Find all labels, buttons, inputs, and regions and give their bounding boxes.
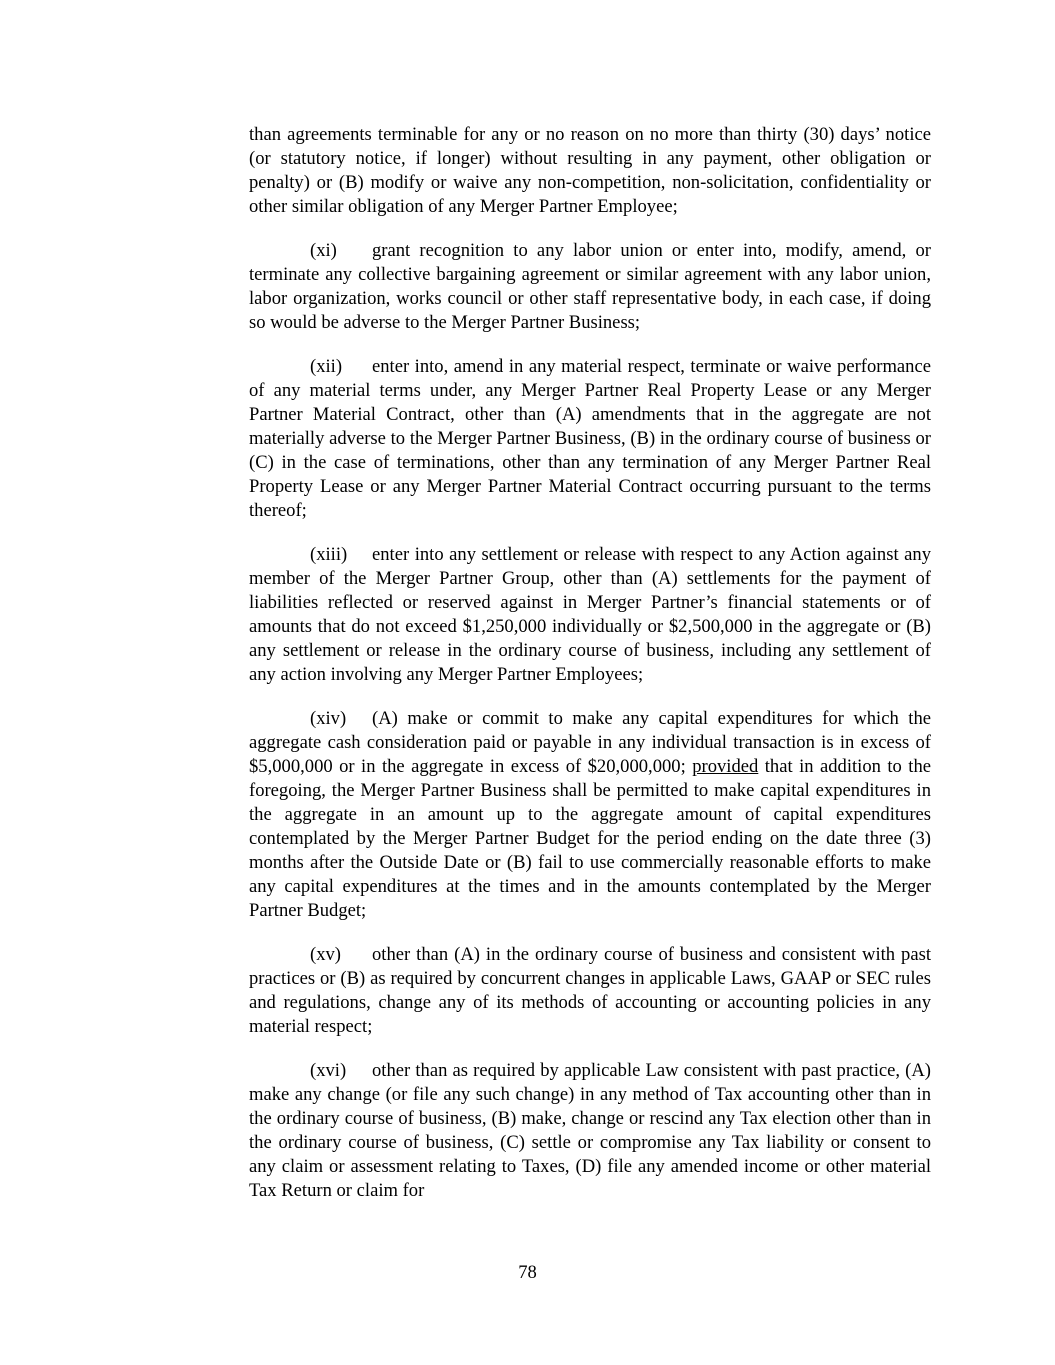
clause-text: other than (A) in the ordinary course of business and consistent with past practices or (B) as required by concurrent changes in applicable Laws, GAAP or SEC rules and regulations, change any of its methods of accounting or accounting policies in any material respect; (249, 944, 931, 1037)
clause-number: (xii) (310, 356, 343, 377)
clause-xiii (249, 543, 931, 687)
clause-text: other than as required by applicable Law consistent with past practice, (A) make any change (or file any such change) in any method of Tax accounting other than in the ordinary course of business, (B) make, change or rescind any Tax election other than in the ordinary course of business, (C) settle or compromise any Tax liability or consent to any claim or assessment relating to Taxes, (D) file any amended income or other material Tax Return or claim for (249, 1060, 931, 1201)
clause-xii (249, 355, 931, 523)
clause-text: enter into, amend in any material respect, terminate or waive performance of any material terms under, any Merger Partner Real Property Lease or any Merger Partner Material Contract, other than (A) amendments that in the aggregate are not materially adverse to the Merger Partner Business, (B) in the ordinary course of business or (C) in the case of terminations, other than any termination of any Merger Partner Real Property Lease or any Merger Partner Material Contract occurring pursuant to the terms thereof; (249, 356, 931, 521)
clause-xiv (249, 707, 931, 923)
clause-text-part: (A) make or commit to make any capital expenditures for which the aggregate cash consideration paid or payable in any individual transaction is in excess of $5,000,000 or in the aggregate in excess of $20,000,000; (249, 708, 931, 777)
clause-xv (249, 943, 931, 1039)
continuation-paragraph: than agreements terminable for any or no reason on no more than thirty (30) days’ notice (or statutory notice, if longer) without resulting in any payment, other obligation or penalty) or (B) modify or waive any non-competition, non-solicitation, confidentiality or other similar obligation of any Merger Partner Employee; (249, 124, 931, 217)
clause-xi (249, 239, 931, 335)
document-body (249, 123, 931, 1203)
clause-xvi (249, 1059, 931, 1203)
provided-underlined-term: provided (692, 756, 759, 777)
page-number: 78 (518, 1262, 537, 1283)
clause-text: enter into any settlement or release with respect to any Action against any member of the Merger Partner Group, other than (A) settlements for the payment of liabilities reflected or reserved against in Merger Partner’s financial statements or of amounts that do not exceed $1,250,000 individually or $2,500,000 in the aggregate or (B) any settlement or release in the ordinary course of business, including any settlement of any action involving any Merger Partner Employees; (249, 544, 931, 685)
clause-text: grant recognition to any labor union or enter into, modify, amend, or terminate any collective bargaining agreement or similar agreement with any labor union, labor organization, works council or other staff representative body, in each case, if doing so would be adverse to the Merger Partner Business; (249, 240, 931, 333)
clause-text-part: that in addition to the foregoing, the Merger Partner Business shall be permitted to make capital expenditures in the aggregate in an amount up to the aggregate amount of capital expenditures contemplated by the Merger Partner Budget for the period ending on the date three (3) months after the Outside Date or (B) fail to use commercially reasonable efforts to make any capital expenditures at the times and in the amounts contemplated by the Merger Partner Budget; (249, 756, 931, 921)
clause-number: (xiv) (310, 708, 347, 729)
clause-number: (xi) (310, 240, 337, 261)
clause-number: (xv) (310, 944, 341, 965)
clause-number: (xvi) (310, 1060, 347, 1081)
clause-number: (xiii) (310, 544, 348, 565)
